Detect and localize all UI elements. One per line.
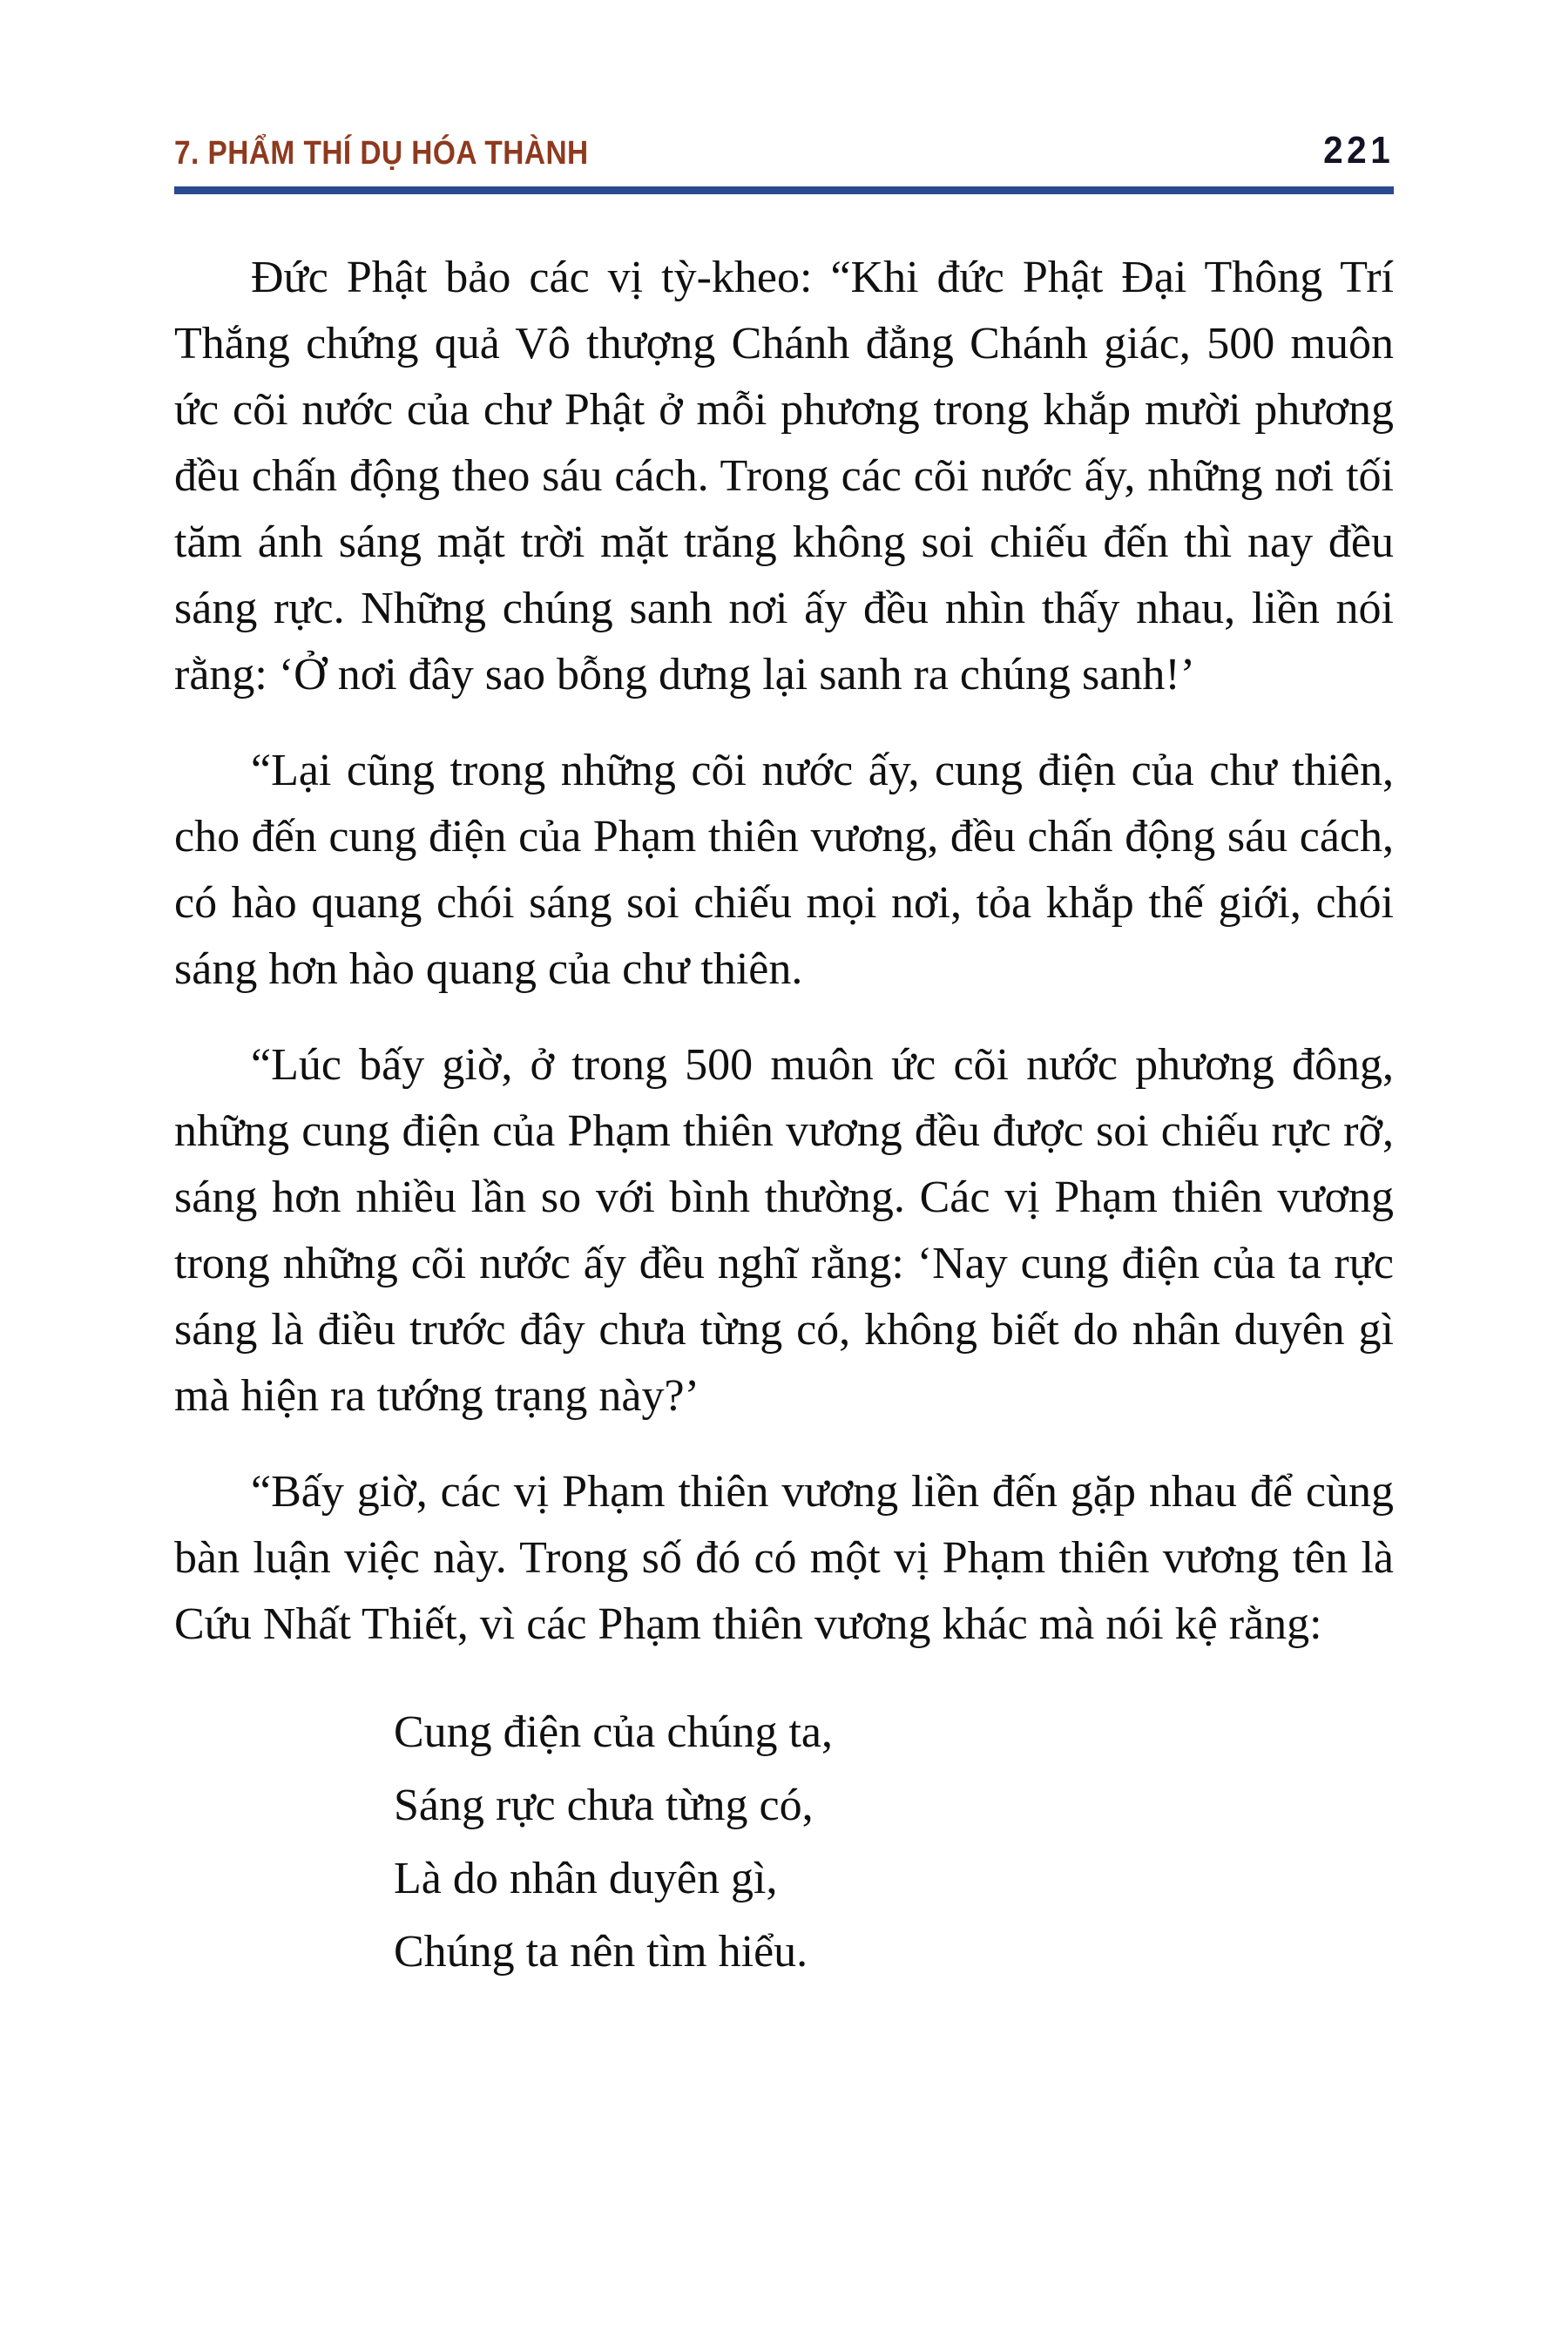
paragraph-1: Đức Phật bảo các vị tỳ-kheo: “Khi đức Phật Đại Thông Trí Thắng chứng quả Vô thượng Chánh đẳng Chánh giác, 500 muôn ức cõi nước của chư Phật ở mỗi phương trong khắp mười phương đều chấn động theo sáu cách. Trong các cõi nước ấy, những nơi tối tăm ánh sáng mặt trời mặt trăng không soi chiếu đến thì nay đều sáng rực. Những chúng sanh nơi ấy đều nhìn thấy nhau, liền nói rằng: ‘Ở nơi đây sao bỗng dưng lại sanh ra chúng sanh!’ xyxy=(174,253,1394,700)
header-rule xyxy=(174,186,1394,194)
page-number: 221 xyxy=(1322,129,1394,172)
body-text xyxy=(174,245,1394,1989)
paragraph-2: “Lại cũng trong những cõi nước ấy, cung điện của chư thiên, cho đến cung điện của Phạm thiên vương, đều chấn động sáu cách, có hào quang chói sáng soi chiếu mọi nơi, tỏa khắp thế giới, chói sáng hơn hào quang của chư thiên. xyxy=(174,746,1394,994)
paragraph-3: “Lúc bấy giờ, ở trong 500 muôn ức cõi nước phương đông, những cung điện của Phạm thiên vương đều được soi chiếu rực rỡ, sáng hơn nhiều lần so với bình thường. Các vị Phạm thiên vương trong những cõi nước ấy đều nghĩ rằng: ‘Nay cung điện của ta rực sáng là điều trước đây chưa từng có, không biết do nhân duyên gì mà hiện ra tướng trạng này?’ xyxy=(174,1040,1394,1421)
paragraph-4: “Bấy giờ, các vị Phạm thiên vương liền đến gặp nhau để cùng bàn luận việc này. Trong số đó có một vị Phạm thiên vương tên là Cứu Nhất Thiết, vì các Phạm thiên vương khác mà nói kệ rằng: xyxy=(174,1467,1394,1649)
verse-line-1: Cung điện của chúng ta, xyxy=(394,1707,833,1757)
verse-block xyxy=(394,1696,1394,1989)
page-header xyxy=(174,0,1394,172)
verse-line-2: Sáng rực chưa từng có, xyxy=(394,1781,814,1830)
chapter-title: 7. PHẨM THÍ DỤ HÓA THÀNH xyxy=(174,135,589,172)
verse-line-3: Là do nhân duyên gì, xyxy=(394,1854,778,1903)
verse-line-4: Chúng ta nên tìm hiểu. xyxy=(394,1927,808,1977)
